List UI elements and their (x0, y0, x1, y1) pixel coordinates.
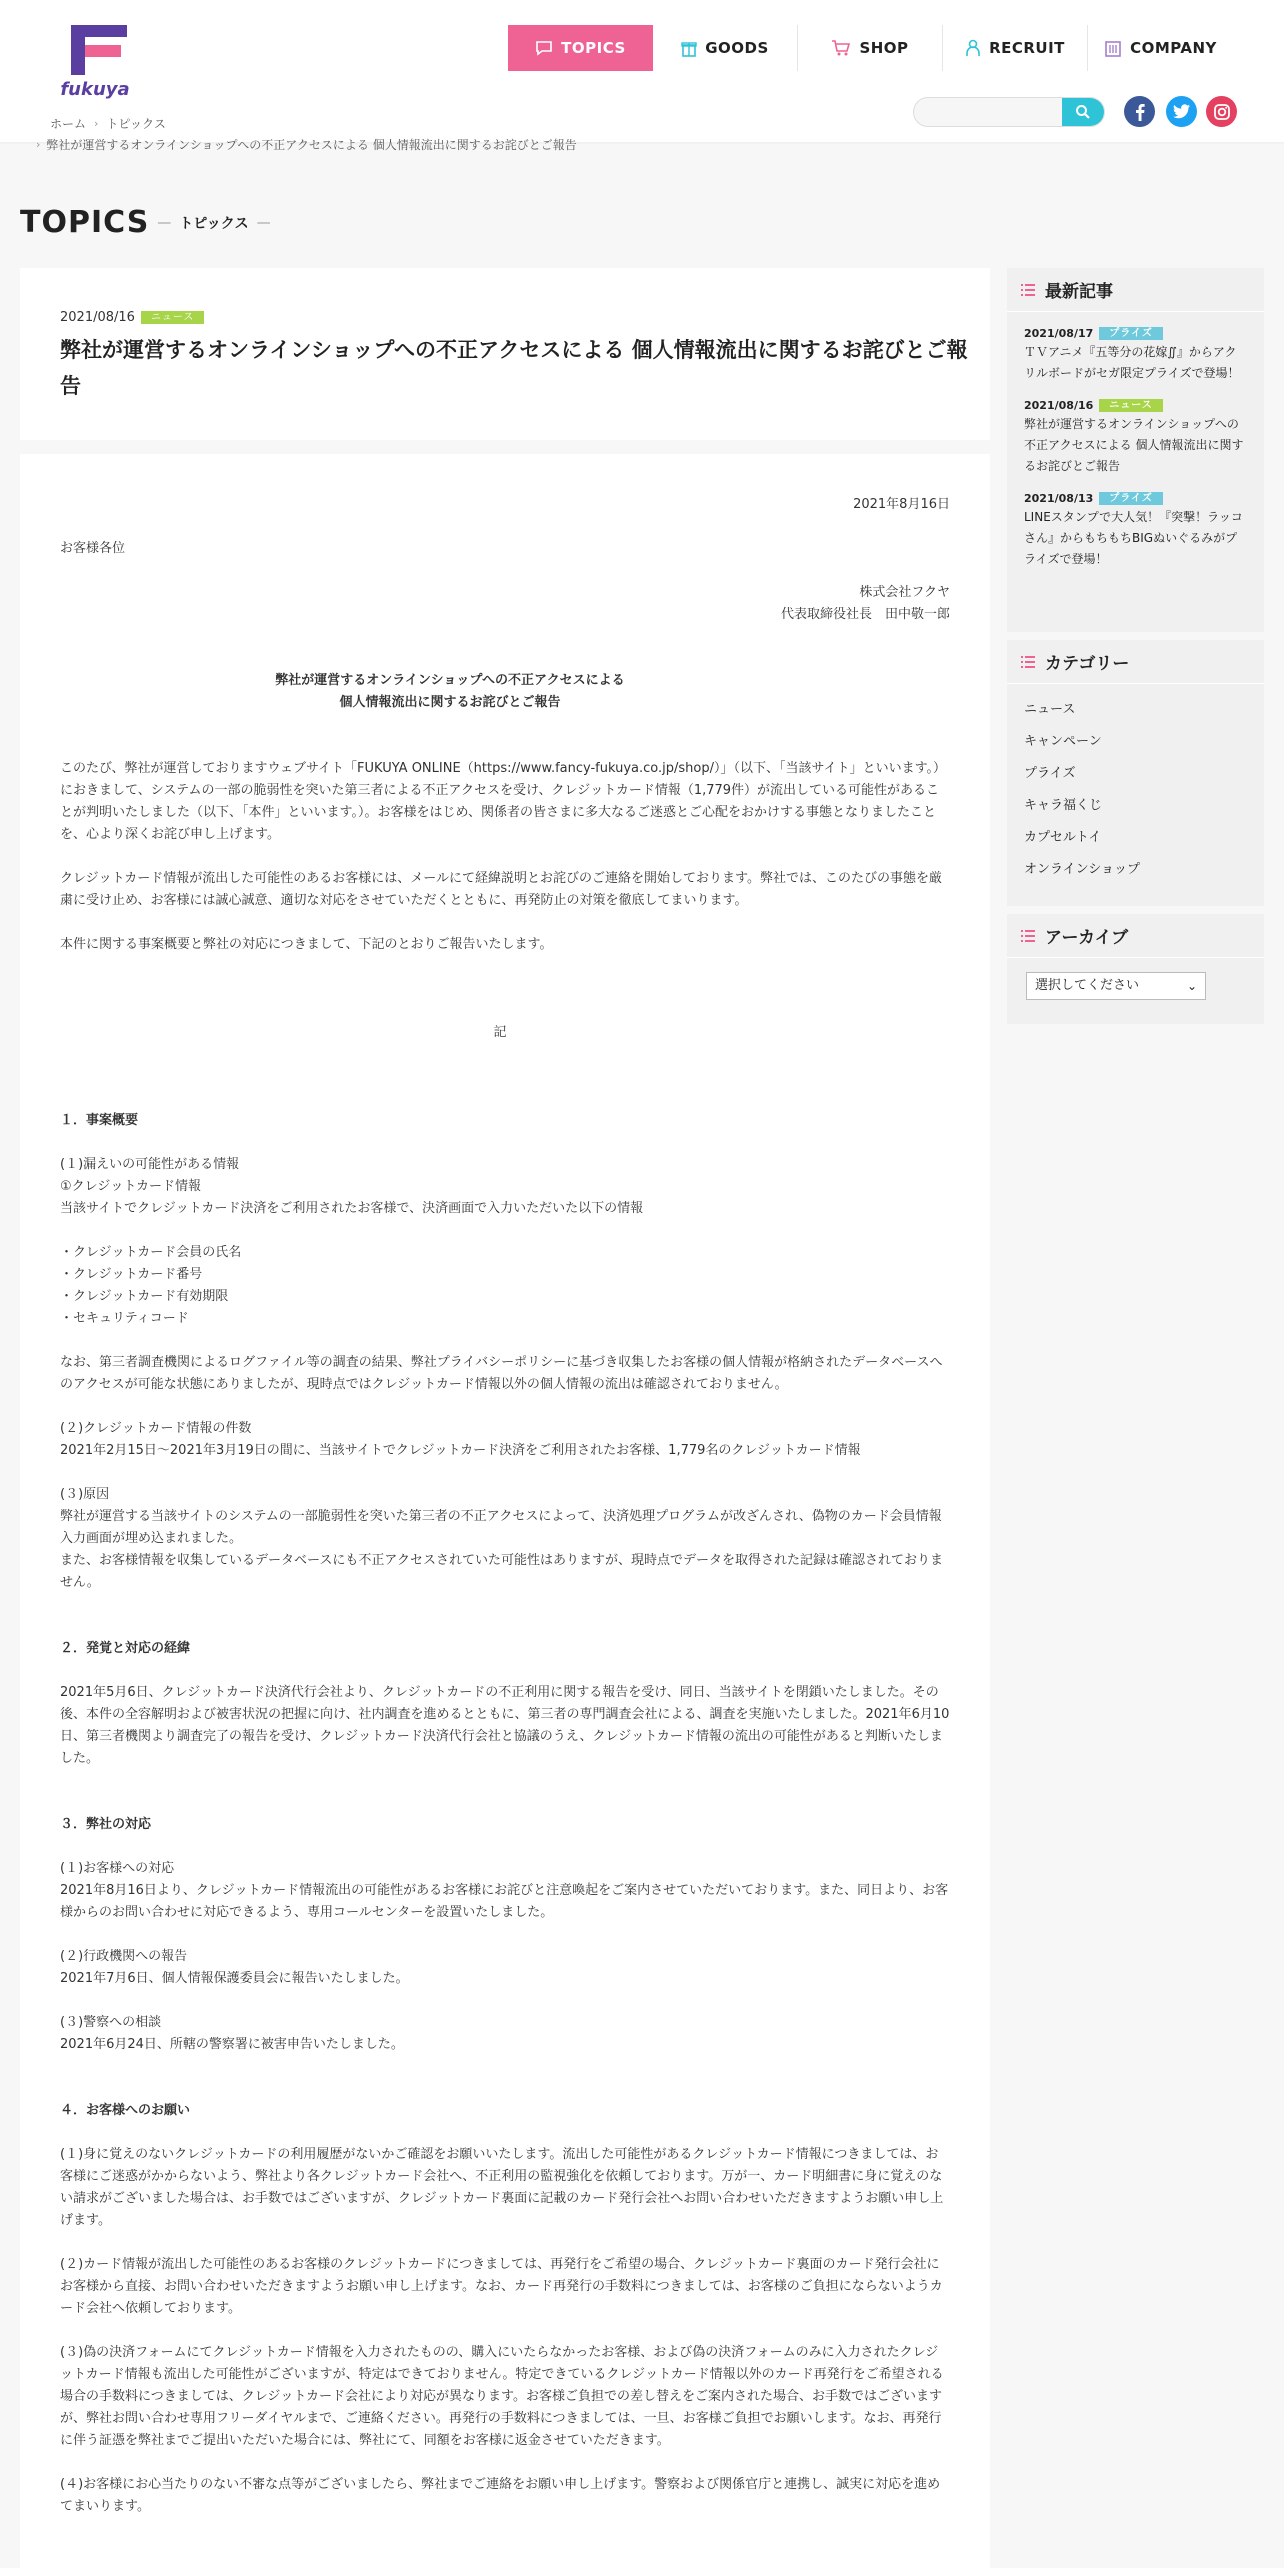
ceo-name: 代表取締役社長 田中敬一郎 (780, 607, 950, 622)
sidebar-latest-heading (1007, 268, 1264, 312)
category-badge[interactable]: ニュース (1099, 399, 1163, 412)
category-badge[interactable]: プライズ (1099, 327, 1163, 340)
category-badge[interactable]: プライズ (1099, 492, 1163, 505)
section-3-2: (２)行政機関への報告 (60, 1949, 188, 1964)
list-icon (1021, 284, 1035, 296)
sidebar-latest-title: 最新記事 (1045, 282, 1113, 302)
sidebar-categories-title: カテゴリー (1045, 654, 1130, 674)
sidebar-archive-title: アーカイブ (1045, 928, 1129, 948)
section-3-3a: 2021年6月24日、所轄の警察署に被害申告いたしました。 (60, 2037, 404, 2052)
latest-date: 2021/08/17 (1024, 326, 1094, 340)
chevron-right-icon: › (36, 138, 41, 151)
category-link[interactable]: プライズ (1024, 766, 1076, 781)
page-title-en: TOPICS (20, 205, 150, 240)
section-1-1a: ①クレジットカード情報 (60, 1179, 201, 1194)
latest-date: 2021/08/16 (1024, 398, 1094, 412)
chevron-down-icon: ⌄ (1186, 979, 1197, 993)
section-1-2a: 2021年2月15日～2021年3月19日の間に、当該サイトでクレジットカード決済をご利用されたお客様、1,779名のクレジットカード情報 (60, 1443, 861, 1458)
list-icon (1021, 656, 1035, 668)
facebook-icon (1135, 103, 1145, 121)
main-nav (508, 25, 1233, 71)
list-item: ・クレジットカード有効期限 (60, 1289, 229, 1304)
section-4-1: (１)身に覚えのないクレジットカードの利用履歴がないかご確認をお願いいたします。流出した可能性があるクレジットカード情報につきましては、お客様にご迷惑がかからないよう、弊社より各クレジットカード会社へ、不正利用の監視強化を依頼しております。万が一、カード明細書に身に覚えのない請求がございました場合は、お手数ではございますが、クレジットカード裏面に記載のカード発行会社へお問い合わせいただきますようお願い申し上げます。 (60, 2147, 944, 2228)
section-1-1: (１)漏えいの可能性がある情報 (60, 1157, 240, 1172)
title-dash: — (157, 214, 172, 231)
latest-article-meta (1024, 324, 1247, 342)
latest-title[interactable]: ＴＶアニメ『五等分の花嫁∬』からアクリルボードがセガ限定プライズで登場！ (1024, 345, 1240, 380)
sidebar-archive (1007, 914, 1264, 1024)
latest-title[interactable]: LINEスタンプで大人気！『突撃！ラッコさん』からもちもちBIGぬいぐるみがプライズで登場！ (1024, 510, 1243, 566)
intro-paragraph-2: クレジットカード情報が流出した可能性のあるお客様には、メールにて経緯説明とお詫びのご連絡を開始しております。弊社では、このたびの事態を厳粛に受け止め、お客様には誠心誠意、適切な対応をさせていただくとともに、再発防止の対策を徹底してまいります。 (60, 871, 942, 908)
article-meta (60, 310, 204, 325)
section-2-text: 2021年5月6日、クレジットカード決済代行会社より、クレジットカードの不正利用に関する報告を受け、同日、当該サイトを閉鎖いたしました。その後、本件の全容解明および被害状況の把握に向け、社内調査を進めるとともに、第三者の専門調査会社による、調査を実施いたしました。2021年6月10日、第三者機関より調査完了の報告を受け、クレジットカード決済代行会社と協議のうえ、クレジットカード情報の流出の可能性があると判断いたしました。 (60, 1685, 950, 1766)
category-link[interactable]: キャンペーン (1024, 734, 1102, 749)
facebook-link[interactable] (1124, 96, 1155, 127)
shopping-cart-icon (831, 39, 851, 57)
article-date: 2021/08/16 (60, 310, 135, 325)
sidebar-categories-heading (1007, 640, 1264, 684)
intro-paragraph-1: このたび、弊社が運営しておりますウェブサイト「FUKUYA ONLINE（https://www.fancy-fukuya.co.jp/shop/）」（以下、「当該サイト」といいます。）におきまして、システムの一部の脆弱性を突いた第三者による不正アクセスを受け、クレジットカード情報（1,779件）が流出している可能性があることが判明いたしました（以下、「本件」といいます。）。お客様をはじめ、関係者の皆さまに多大なるご迷惑とご心配をおかけする事態となりましたことを、心より深くお詫び申し上げます。 (60, 761, 947, 842)
logo-wordmark: fukuya (60, 79, 130, 100)
sidebar-categories (1007, 640, 1264, 906)
search-input[interactable] (914, 98, 1064, 126)
category-link[interactable]: オンラインショップ (1024, 862, 1141, 877)
gift-box-icon (681, 39, 697, 57)
nav-shop[interactable] (798, 25, 943, 71)
section-4-4: (４)お客様にお心当たりのない不審な点等がございましたら、弊社までご連絡をお願い申し上げます。警察および関係官庁と連携し、誠実に対応を進めてまいります。 (60, 2477, 941, 2514)
section-4-3: (３)偽の決済フォームにてクレジットカード情報を入力されたものの、購入にいたらなかったお客様、および偽の決済フォームのみに入力されたクレジットカード情報も流出した可能性がございますが、特定はできておりません。特定できているクレジットカード情報以外のカード再発行をご希望される場合の手数料につきましては、クレジットカード会社により対応が異なります。お客様ご負担での差し替えをご案内された場合、お手数ではございますが、弊社お問い合わせ専用フリーダイヤルまで、ご連絡ください。再発行の手数料につきましては、一旦、お客様ご負担でお願いします。なお、再発行に伴う証憑を弊社までご提出いただいた場合には、弊社にて、同額をお客様に返金させていただきます。 (60, 2345, 944, 2448)
latest-article[interactable] (1007, 485, 1264, 570)
site-header (0, 0, 1284, 142)
nav-recruit[interactable] (943, 25, 1088, 71)
category-link[interactable]: キャラ福くじ (1024, 798, 1103, 813)
section-1-note: なお、第三者調査機関によるログファイル等の調査の結果、弊社プライバシーポリシーに基づき収集したお客様の個人情報が格納されたデータベースへのアクセスが可能な状態にありましたが、現時点ではクレジットカード情報以外の個人情報の流出は確認されておりません。 (60, 1355, 943, 1392)
section-1-3b: また、お客様情報を収集しているデータベースにも不正アクセスされていた可能性はありますが、現時点でデータを取得された記録は確認されておりません。 (60, 1553, 943, 1590)
section-3-title: ３．弊社の対応 (60, 1817, 152, 1832)
building-icon (1104, 39, 1122, 57)
speech-bubble-icon (535, 40, 553, 56)
breadcrumb-home[interactable]: ホーム (50, 117, 87, 131)
category-badge[interactable]: ニュース (141, 311, 205, 324)
latest-article-meta (1024, 396, 1247, 414)
nav-topics-label: TOPICS (561, 39, 626, 57)
latest-date: 2021/08/13 (1024, 491, 1094, 505)
section-4-title: ４．お客様へのお願い (60, 2103, 191, 2118)
list-icon (1021, 930, 1035, 942)
nav-company[interactable] (1088, 25, 1233, 71)
nav-recruit-label: RECRUIT (989, 39, 1065, 57)
section-4-2: (２)カード情報が流出した可能性のあるお客様のクレジットカードにつきましては、再発行をご希望の場合、クレジットカード裏面のカード発行会社にお客様から直接、お問い合わせいただきますようお願い申し上げます。なお、カード再発行の手数料につきましては、お客様のご負担にならないようカード会社へ依頼しております。 (60, 2257, 943, 2316)
search-icon (1075, 104, 1091, 120)
letter-heading-2: 個人情報流出に関するお詫びとご報告 (339, 695, 561, 710)
site-logo[interactable] (50, 25, 140, 103)
sidebar-archive-heading (1007, 914, 1264, 958)
intro-paragraph-3: 本件に関する事案概要と弊社の対応につきまして、下記のとおりご報告いたします。 (60, 937, 553, 952)
title-dash: — (256, 214, 271, 231)
ki-mark: 記 (493, 1025, 507, 1040)
breadcrumb (50, 115, 166, 132)
letter-heading-1: 弊社が運営するオンラインショップへの不正アクセスによる (275, 673, 625, 688)
section-3-3: (３)警察への相談 (60, 2015, 162, 2030)
breadcrumb-current-row (36, 136, 577, 153)
section-1-1b: 当該サイトでクレジットカード決済をご利用されたお客様で、決済画面で入力いただいた以下の情報 (60, 1201, 644, 1216)
archive-select[interactable] (1026, 972, 1206, 1000)
breadcrumb-topics[interactable]: トピックス (106, 117, 166, 131)
section-1-title: １．事案概要 (60, 1113, 139, 1128)
section-2-title: ２．発覚と対応の経緯 (60, 1641, 191, 1656)
section-3-2a: 2021年7月6日、個人情報保護委員会に報告いたしました。 (60, 1971, 409, 1986)
letter-date: 2021年8月16日 (853, 497, 950, 512)
latest-article[interactable] (1007, 392, 1264, 477)
person-icon (965, 39, 981, 57)
chevron-right-icon: › (94, 117, 99, 130)
latest-article-meta (1024, 489, 1247, 507)
archive-select-value: 選択してください (1035, 978, 1140, 993)
section-1-3: (３)原因 (60, 1487, 110, 1502)
article-title: 弊社が運営するオンラインショップへの不正アクセスによる 個人情報流出に関するお詫びとご報告 (60, 338, 968, 398)
nav-company-label: COMPANY (1130, 39, 1217, 57)
nav-topics[interactable] (508, 25, 653, 71)
search-box (913, 97, 1105, 127)
article-content (60, 494, 950, 2518)
category-link[interactable]: ニュース (1024, 702, 1076, 717)
sidebar-latest (1007, 268, 1264, 632)
category-link[interactable]: カプセルトイ (1024, 830, 1102, 845)
instagram-link[interactable] (1206, 96, 1237, 127)
page-title (20, 205, 279, 240)
breadcrumb-current: 弊社が運営するオンラインショップへの不正アクセスによる 個人情報流出に関するお詫びとご報告 (46, 138, 577, 152)
list-item: ・クレジットカード番号 (60, 1267, 203, 1282)
twitter-icon (1173, 104, 1191, 119)
latest-title[interactable]: 弊社が運営するオンラインショップへの不正アクセスによる 個人情報流出に関するお詫びとご報告 (1024, 417, 1244, 473)
search-button[interactable] (1062, 98, 1104, 126)
section-3-1a: 2021年8月16日より、クレジットカード情報流出の可能性があるお客様にお詫びと注意喚起をご案内させていただいております。また、同日より、お客様からのお問い合わせに対応できるよう、専用コールセンターを設置いたしました。 (60, 1883, 949, 1920)
latest-article[interactable] (1007, 320, 1264, 384)
logo-mark-icon (61, 25, 127, 75)
list-item: ・セキュリティコード (60, 1311, 189, 1326)
company-name: 株式会社フクヤ (859, 585, 950, 600)
page-title-ja: トピックス (179, 215, 249, 232)
list-item: ・クレジットカード会員の氏名 (60, 1245, 242, 1260)
twitter-link[interactable] (1166, 96, 1197, 127)
nav-goods[interactable] (653, 25, 798, 71)
section-1-3a: 弊社が運営する当該サイトのシステムの一部脆弱性を突いた第三者の不正アクセスによって、決済処理プログラムが改ざんされ、偽物のカード会員情報入力画面が埋め込まれました。 (60, 1509, 942, 1546)
section-1-2: (２)クレジットカード情報の件数 (60, 1421, 252, 1436)
section-3-1: (１)お客様への対応 (60, 1861, 175, 1876)
article-body (20, 454, 990, 2568)
nav-shop-label: SHOP (859, 39, 909, 57)
category-list (1007, 684, 1264, 896)
article-header (20, 268, 990, 440)
instagram-icon (1213, 103, 1231, 121)
salutation: お客様各位 (60, 541, 126, 556)
nav-goods-label: GOODS (705, 39, 769, 57)
